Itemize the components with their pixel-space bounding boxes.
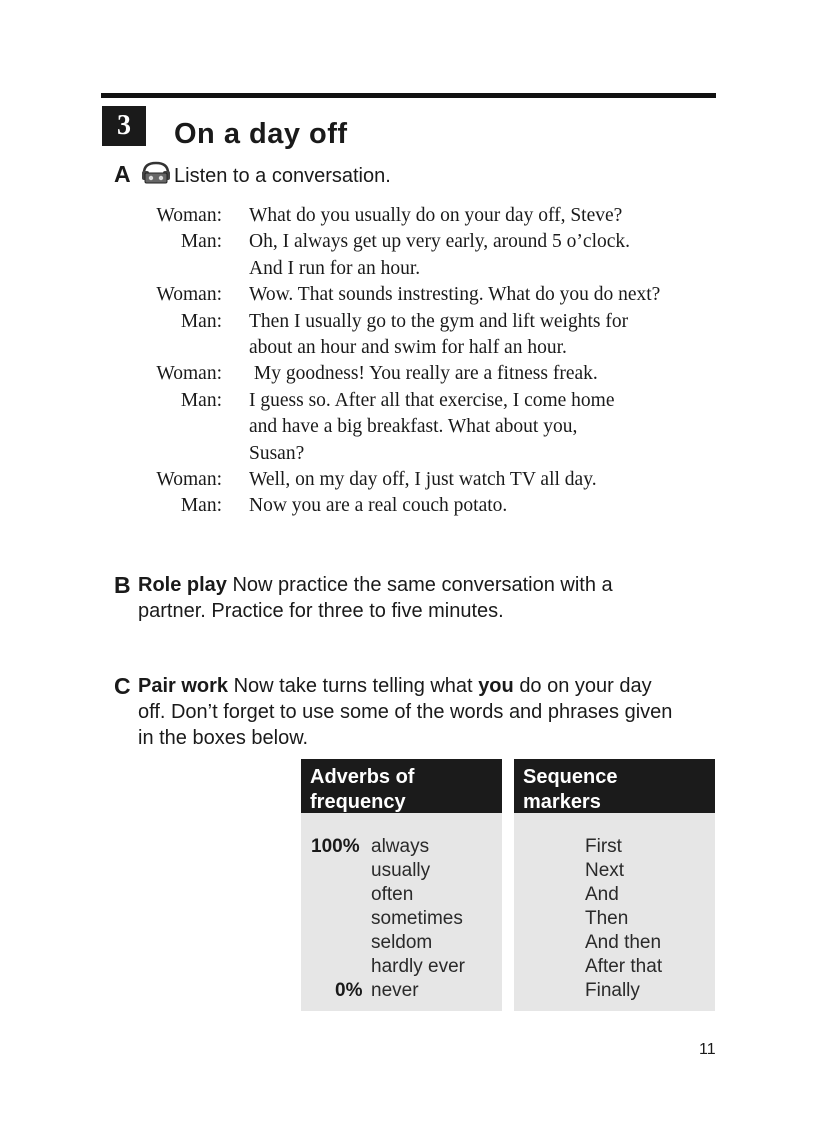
speech-line: Oh, I always get up very early, around 5 o’clock. — [249, 231, 631, 253]
frequency-box — [301, 759, 502, 1011]
frequency-word: often — [371, 884, 414, 905]
speech-line: Wow. That sounds instresting. What do you do next? — [249, 284, 661, 306]
list-item: Finally — [585, 980, 640, 1001]
list-item — [301, 931, 502, 955]
section-c-line3: in the boxes below. — [138, 727, 309, 749]
page-number: 11 — [699, 1041, 716, 1058]
section-c-line1-post: do on your day — [519, 675, 652, 697]
speaker: Woman: — [156, 284, 222, 306]
frequency-percent: 0% — [335, 980, 363, 1001]
list-item: And — [585, 884, 619, 905]
section-c-emphasis: you — [478, 675, 514, 697]
speaker: Woman: — [156, 205, 222, 226]
speaker: Man: — [180, 310, 222, 332]
section-b-line2: partner. Practice for three to five minutes. — [138, 600, 504, 622]
list-item: And then — [585, 932, 662, 953]
section-c-instruction — [138, 673, 788, 751]
dialogue-turn — [138, 467, 778, 493]
speaker: Man: — [180, 495, 222, 517]
list-item — [301, 859, 502, 883]
frequency-word: always — [371, 836, 430, 857]
dialogue-turn — [138, 203, 778, 229]
frequency-box-header — [301, 759, 502, 813]
speech-line: about an hour and swim for half an hour. — [249, 337, 567, 359]
frequency-word: sometimes — [371, 908, 463, 929]
speaker: Woman: — [156, 469, 222, 491]
section-c-line2: off. Don’t forget to use some of the words and phrases given — [138, 701, 673, 723]
unit-title: On a day off — [174, 118, 348, 150]
dialogue-turn — [138, 229, 778, 282]
list-item: First — [585, 836, 622, 857]
dialogue-turn — [138, 388, 778, 467]
dialogue-turn — [138, 309, 778, 362]
dialogue-turn — [138, 361, 778, 387]
frequency-word: never — [371, 980, 419, 1001]
frequency-word: hardly ever — [371, 956, 465, 977]
section-a-letter: A — [114, 161, 131, 187]
sequence-box-header — [514, 759, 715, 813]
list-item: Next — [585, 860, 625, 881]
speaker: Man: — [180, 231, 222, 253]
section-b-instruction — [138, 572, 788, 624]
top-rule — [101, 93, 716, 98]
speech-line: What do you usually do on your day off, Steve? — [249, 205, 623, 226]
sequence-box — [514, 759, 715, 1011]
list-item — [301, 979, 502, 1003]
section-a-instruction: Listen to a conversation. — [174, 165, 391, 187]
speech-line: My goodness! You really are a fitness freak. — [249, 363, 598, 385]
frequency-list — [301, 835, 502, 1003]
speaker: Man: — [180, 389, 222, 411]
frequency-box-title-line2: frequency — [310, 791, 406, 813]
speech-line: and have a big breakfast. What about you, — [249, 416, 578, 438]
speech-line: Now you are a real couch potato. — [249, 495, 508, 517]
speaker: Woman: — [156, 363, 222, 385]
list-item — [301, 955, 502, 979]
list-item — [301, 907, 502, 931]
sequence-box-title-line1: Sequence — [523, 766, 618, 788]
list-item: Then — [585, 908, 629, 929]
section-c-line1-pre: Now take turns telling what — [233, 675, 473, 697]
dialogue — [138, 203, 778, 520]
list-item: After that — [585, 956, 663, 977]
frequency-box-title-line1: Adverbs of — [310, 766, 415, 788]
dialogue-turn — [138, 282, 778, 308]
section-c-letter: C — [114, 673, 131, 699]
sequence-box-title-line2: markers — [523, 791, 601, 813]
speech-line: Susan? — [249, 442, 305, 464]
list-item — [301, 835, 502, 859]
section-c-label: Pair work — [138, 675, 229, 697]
audio-cassette-icon[interactable] — [140, 159, 172, 185]
speech-line: I guess so. After all that exercise, I come home — [249, 389, 615, 411]
unit-number-badge: 3 — [102, 106, 146, 146]
section-b-line1: Now practice the same conversation with a — [232, 574, 613, 596]
frequency-percent: 100% — [311, 836, 360, 857]
speech-line: Well, on my day off, I just watch TV all day. — [249, 469, 597, 491]
section-b-label: Role play — [138, 574, 227, 596]
frequency-word: seldom — [371, 932, 433, 953]
dialogue-turn — [138, 493, 778, 519]
list-item — [301, 883, 502, 907]
speech-line: And I run for an hour. — [249, 257, 421, 279]
section-b-letter: B — [114, 572, 131, 598]
sequence-list — [585, 835, 662, 1003]
speech-line: Then I usually go to the gym and lift weights for — [249, 310, 629, 332]
frequency-word: usually — [371, 860, 431, 881]
